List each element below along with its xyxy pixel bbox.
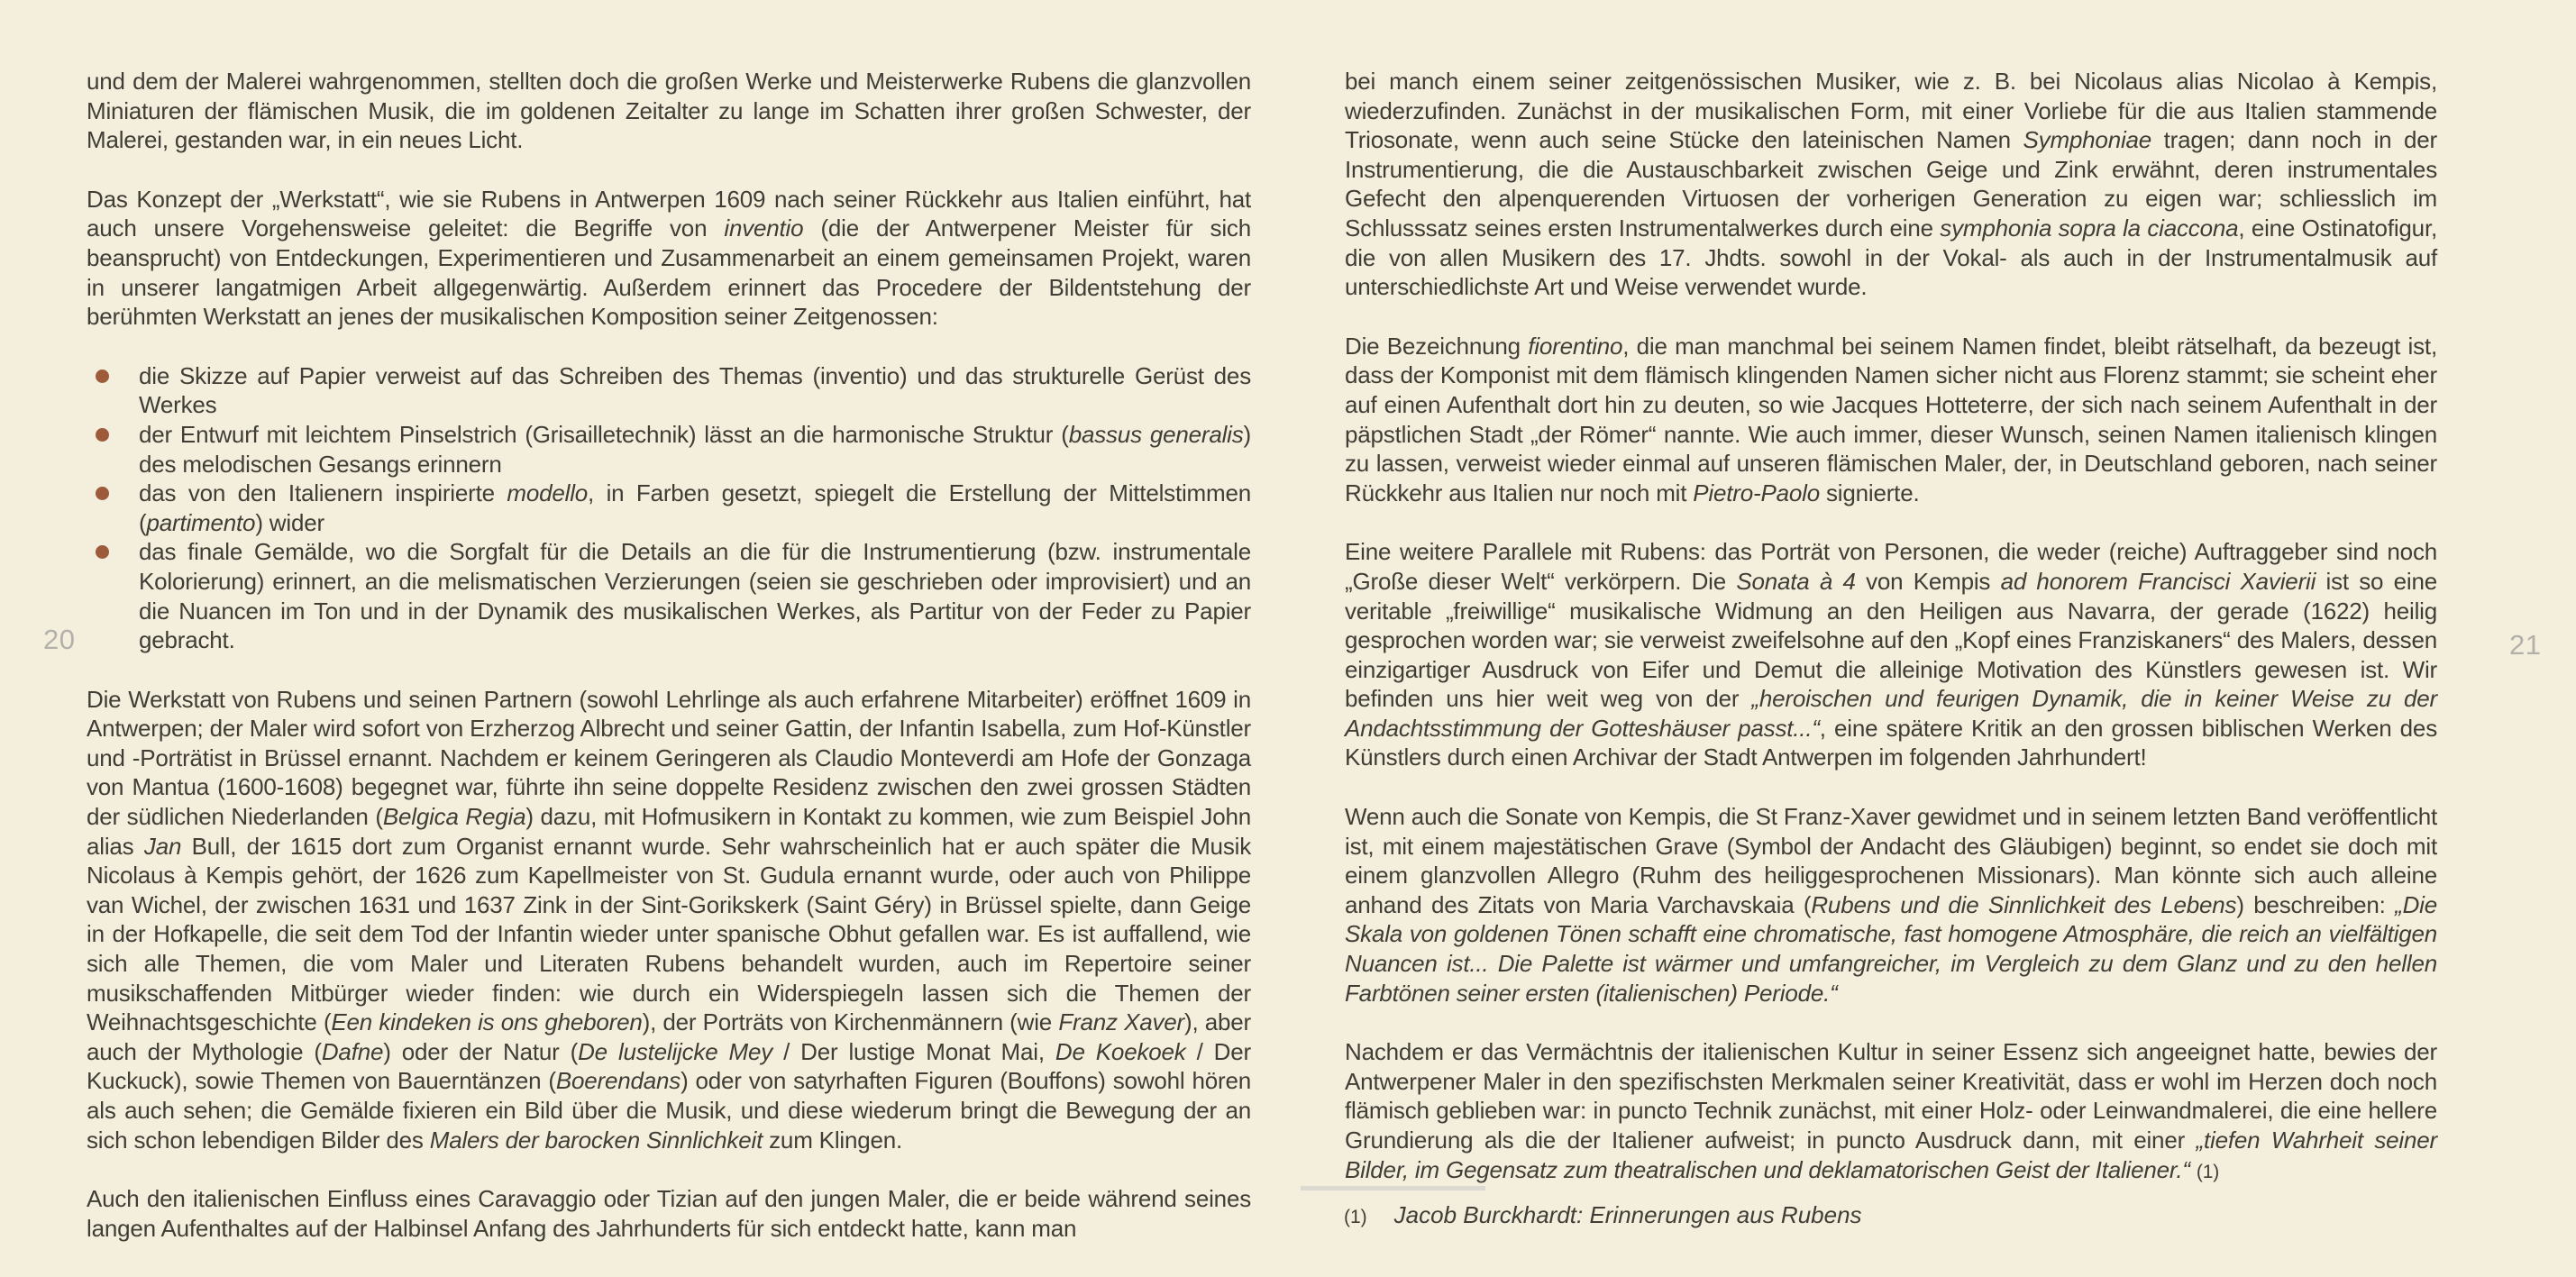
paragraph [87,685,1251,1155]
paragraph [87,1184,1251,1243]
bullet-list [87,361,1251,655]
italic-text-run: Belgica Regia [382,803,526,831]
text-run: ist so eine veritable „freiwillige“ musikalische Widmung an den Heiligen aus Navarra, der gerade (1622) heilig gesprochen worden war; sie verweist zweifelsohne auf den „Kopf eines Franziskaners“ des Malers, dessen einzigartiger Ausdruck von Eifer und Demut die alleinige Motivation des Künstlers gewesen ist. Wir befinden uns hier weit weg von der [1345,567,2438,713]
text-run: und dem der Malerei wahrgenommen, stellten doch die großen Werke und Meisterwerke Rubens die glanzvollen Miniaturen der flämischen Musik, die im goldenen Zeitalter zu lange im Schatten ihrer großen Schwester, der Malerei, gestanden war, in ein neues Licht. [87,68,1251,154]
italic-text-run: Jan [143,832,182,860]
text-run: bei manch einem seiner zeitgenössischen Musiker, wie z. B. bei Nicolaus alias Nicolao à Kempis, wiederzufinden. Zunächst in der musikalischen Form, mit einer Vorliebe für die aus Italien stammende Triosonate, wenn auch seine Stücke den lateinischen Namen [1345,68,2437,154]
italic-text-run: De Koekoek [1055,1037,1186,1065]
text-run: der Entwurf mit leichtem Pinselstrich (Grisailletechnik) lässt an die harmonische Struktur ( [139,420,1069,448]
italic-text-run: ad honorem Francisci Xavierii [2000,567,2316,595]
text-run: ) oder von satyrhaften Figuren (Bouffons) sowohl hören als auch sehen; die Gemälde fixieren ein Bild über die Musik, und diese wiederum bringt die Bewegung der an sich schon lebendigen Bilder des [87,1067,1251,1154]
footnote-divider [1301,1186,1485,1190]
text-run: zum Klingen. [763,1126,903,1154]
footnote-line [1301,1201,2436,1231]
bullet-icon [96,428,109,442]
text-run: / Der lustige Monat Mai, [772,1037,1055,1065]
bullet-icon [96,545,109,559]
text-run: ) des melodischen Gesangs erinnern [139,420,1252,478]
bullet-icon [96,487,109,500]
italic-text-run: fiorentino [1528,332,1623,360]
text-run: Die Bezeichnung [1345,332,1529,360]
text-run: / Der Kuckuck), sowie Themen von Bauerntänzen ( [87,1037,1251,1095]
text-run [2190,1156,2197,1183]
italic-text-run: Pietro-Paolo [1693,479,1820,506]
left-page-column [87,67,1251,1243]
text-run: Bull, der 1615 dort zum Organist ernannt wurde. Sehr wahrscheinlich hat er auch später die Musik Nicolaus à Kempis gehört, der 1626 zum Kapellmeister von St. Gudula ernannt wurde, oder auch von Philippe van Wichel, der zwischen 1631 und 1637 Zink in der Sint-Gorikskerk (Saint Géry) in Brüssel spielte, dann Geige in der Hofkapelle, die seit dem Tod der Infantin wieder unter spanische Obhut gefallen war. Es ist auffallend, wie sich alle Themen, die vom Maler und Literaten Rubens behandelt wurden, auch im Repertoire seiner musikschaffenden Mitbürger wieder finden: wie durch ein Widerspiegeln lassen sich die Themen der Weihnachtsgeschichte ( [87,832,1251,1036]
page-number-left: 20 [43,624,76,655]
text-run: Wenn auch die Sonate von Kempis, die St Franz-Xaver gewidmet und in seinem letzten Band veröffentlicht ist, mit einem majestätischen Grave (Symbol der Andacht des Gläubigen) beginnt, so endet sie doch mit einem glanzvollen Allegro (Ruhm des heiliggesprochenen Missionars). Man könnte sich auch alleine anhand des Zitats von Maria Varchavskaia ( [1345,803,2437,918]
italic-text-run: Symphoniae [2023,126,2152,154]
bullet-text [139,479,1251,536]
text-run: Auch den italienischen Einfluss eines Caravaggio oder Tizian auf den jungen Maler, die er beide während seines langen Aufenthaltes auf der Halbinsel Anfang des Jahrhunderts für sich entdeckt hatte, kann man [87,1185,1251,1242]
italic-text-run: „Die Skala von goldenen Tönen schafft eine chromatische, fast homogene Atmosphäre, die reich an vielfältigen Nuancen ist... Die Palette ist wärmer und umfangreicher, im Vergleich zu dem Glanz und zu den hellen Farbtönen seiner ersten (italienischen) Periode.“ [1345,890,2437,1007]
italic-text-run: Malers der barocken Sinnlichkeit [429,1126,763,1154]
text-run: ) beschreiben: [2236,890,2396,918]
paragraph [1345,537,2437,772]
text-run: Die Werkstatt von Rubens und seinen Partnern (sowohl Lehrlinge als auch erfahrene Mitarbeiter) eröffnet 1609 in Antwerpen; der Maler wird sofort von Erzherzog Albrecht und seiner Gattin, der Infantin Isabella, zum Hof-Künstler und -Porträtist in Brüssel ernannt. Nachdem er keinem Geringeren als Claudio Monteverdi am Hofe der Gonzaga von Mantua (1600-1608) begegnet war, führte ihn seine doppelte Residenz zwischen den zwei grossen Städten der südlichen Niederlanden ( [87,685,1251,831]
italic-text-run: bassus generalis [1068,420,1244,448]
text-run: tragen; dann noch in der Instrumentierung, die die Austauschbarkeit zwischen Geige und Zink erwähnt, deren instrumentales Gefecht den alpenquerenden Virtuosen der vorherigen Generation zu eigen war; schliesslich im Schlusssatz seines ersten Instrumentalwerkes durch eine [1345,126,2437,242]
text-run: ) dazu, mit Hofmusikern in Kontakt zu kommen, wie zum Beispiel John alias [87,803,1251,860]
text-run: von Kempis [1855,567,2001,595]
italic-text-run: De lustelijcke Mey [578,1037,773,1065]
bullet-text [139,538,1251,653]
text-run: Das Konzept der „Werkstatt“, wie sie Rubens in Antwerpen 1609 nach seiner Rückkehr aus Italien einführt, hat auch unsere Vorgehensweise geleitet: die Begriffe von [87,185,1251,242]
bullet-text [139,362,1251,419]
right-page-column [1345,67,2437,1187]
footnote [1301,1186,2436,1231]
italic-text-run: Franz Xaver [1058,1008,1184,1036]
italic-text-run: Een kindeken is ons gheboren [331,1008,643,1036]
text-run: , die man manchmal bei seinem Namen findet, bleibt rätselhaft, da bezeugt ist, dass der Komponist mit dem flämisch klingenden Namen sicher nicht aus Florenz stammt; sie scheint eher auf einen Aufenthalt dort hin zu deuten, so wie Jacques Hotteterre, der sich nach seinem Aufenthalt in der päpstlichen Stadt „der Römer“ nannte. Wie auch immer, dieser Wunsch, seinen Namen italienisch klingen zu lassen, verweist wieder einmal auf unseren flämischen Maler, der, in Deutschland geboren, nach seiner Rückkehr aus Italien nur noch mit [1345,332,2437,506]
footnote-reference: (1) [2196,1161,2219,1182]
paragraph [1345,67,2437,302]
bullet-item [87,361,1251,420]
text-run: das von den Italienern inspirierte [139,479,507,507]
text-run: Eine weitere Parallele mit Rubens: das Porträt von Personen, die weder (reiche) Auftraggeber sind noch „Große dieser Welt“ verkörpern. Die [1345,538,2437,595]
italic-text-run: Sonata à 4 [1736,567,1856,595]
paragraph [87,67,1251,155]
italic-text-run: Jacob Burckhardt: Erinnerungen aus Rubens [1393,1201,1862,1228]
text-run: ) oder der Natur ( [383,1037,579,1065]
paragraph [1345,802,2437,1008]
text-run: (die der Antwerpener Meister für sich beansprucht) von Entdeckungen, Experimentieren und Zusammenarbeit an einem gemeinsamen Projekt, waren in unserer langatmigen Arbeit allgegenwärtig. Außerdem erinnert das Procedere der Bildentstehung der berühmten Werkstatt an jenes der musikalischen Komposition seiner Zeitgenossen: [87,214,1251,331]
text-run: ) wider [255,508,324,536]
italic-text-run: „tiefen Wahrheit seiner Bilder, im Gegensatz zum theatralischen und deklamatorischen Geist der Italiener.“ [1345,1126,2437,1183]
italic-text-run: Boerendans [555,1067,681,1095]
text-run: signierte. [1819,479,1920,506]
footnote-text [1394,1201,1862,1228]
italic-text-run: modello [507,479,589,507]
text-run: Nachdem er das Vermächtnis der italienischen Kultur in seiner Essenz sich angeeignet hatte, bewies der Antwerpener Maler in den spezifischsten Merkmalen seiner Kreativität, dass er wohl im Herzen doch noch flämisch geblieben war: in puncto Technik zunächst, mit einer Holz- oder Leinwandmalerei, die eine hellere Grundierung als die der Italiener aufweist; in puncto Ausdruck dann, mit einer [1345,1038,2437,1154]
bullet-item [87,537,1251,654]
italic-text-run: „heroischen und feurigen Dynamik, die in keiner Weise zu der Andachtsstimmung der Gotteshäuser passt...“ [1345,685,2437,742]
text-run: ), aber auch der Mythologie ( [87,1008,1251,1065]
text-run: die Skizze auf Papier verweist auf das Schreiben des Themas (inventio) und das strukturelle Gerüst des Werkes [139,361,1251,419]
bullet-text [139,421,1251,478]
text-run: ), der Porträts von Kirchenmännern (wie [642,1008,1059,1036]
text-run: , eine Ostinatofigur, die von allen Musikern des 17. Jhdts. sowohl in der Vokal- als auch in der Instrumentalmusik auf unterschiedlichste Art und Weise verwendet wurde. [1345,214,2437,301]
paragraph [1345,1037,2437,1187]
text-run: das finale Gemälde, wo die Sorgfalt für die Details an die für die Instrumentierung (bzw. instrumentale Kolorierung) erinnert, an die melismatischen Verzierungen (seien sie geschrieben oder improvisiert) und an die Nuancen im Ton und in der Dynamik des musikalischen Werkes, als Partitur von der Feder zu Papier gebracht. [139,538,1251,654]
italic-text-run: Rubens und die Sinnlichkeit des Lebens [1811,890,2237,918]
italic-text-run: partimento [146,508,256,536]
page-number-right: 21 [2509,629,2542,661]
paragraph [87,185,1251,332]
text-run: , in Farben gesetzt, spiegelt die Erstellung der Mittelstimmen ( [139,479,1251,536]
footnote-marker: (1) [1344,1207,1367,1227]
text-run: , eine spätere Kritik an den grossen biblischen Werken des Künstlers durch einen Archivar der Stadt Antwerpen im folgenden Jahrhundert! [1345,714,2437,771]
bullet-item [87,479,1251,537]
italic-text-run: inventio [724,214,804,242]
bullet-item [87,420,1251,479]
italic-text-run: Dafne [321,1037,384,1065]
paragraph [1345,332,2437,508]
italic-text-run: symphonia sopra la ciaccona [1940,214,2239,242]
bullet-icon [96,369,109,383]
